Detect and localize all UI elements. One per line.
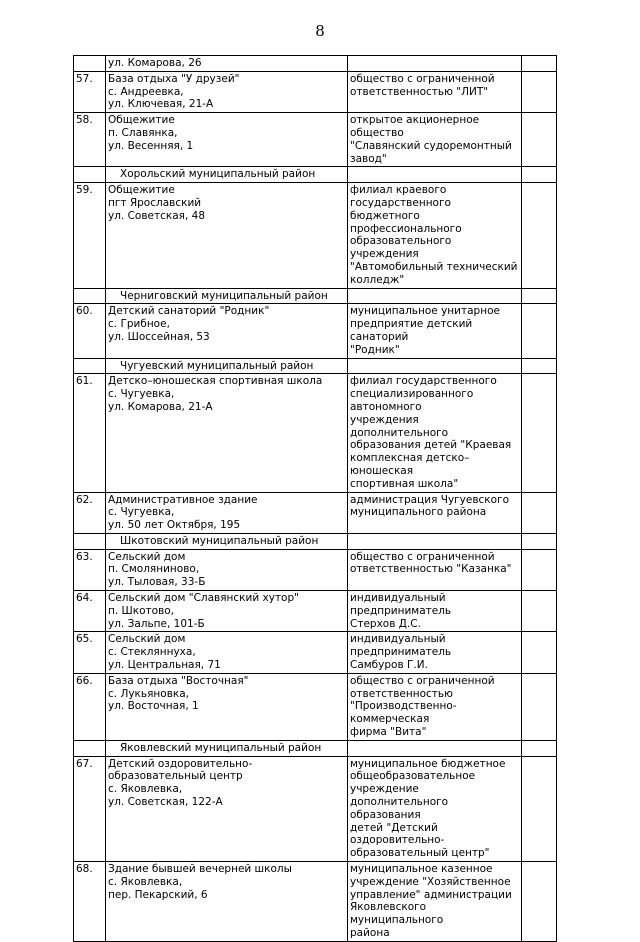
table-row: [74, 374, 557, 492]
organization-name: администрация Чугуевского муниципального района: [348, 492, 522, 533]
extra-cell: [522, 56, 557, 72]
district-org-cell: [348, 167, 522, 183]
table-row: [74, 183, 557, 288]
organization-name: муниципальное бюджетное общеобразовательное учреждение дополнительного образования детей "Детский оздоровительно- образовательный центр": [348, 756, 522, 861]
district-header-row: [74, 167, 557, 183]
organization-name: общество с ограниченной ответственностью "ЛИТ": [348, 71, 522, 112]
organization-name: открытое акционерное общество "Славянский судоремонтный завод": [348, 113, 522, 167]
organization-name: муниципальное казенное учреждение "Хозяйственное управление" администрации Яковлевского муниципального района: [348, 862, 522, 942]
extra-cell: [522, 756, 557, 861]
district-header-row: [74, 740, 557, 756]
object-description: Детско–юношеская спортивная школа с. Чугуевка, ул. Комарова, 21-А: [106, 374, 348, 492]
organization-name: [348, 56, 522, 72]
extra-cell: [522, 862, 557, 942]
district-org-cell: [348, 740, 522, 756]
table-row: [74, 71, 557, 112]
district-header-row: [74, 358, 557, 374]
object-description: База отдыха "У друзей" с. Андреевка, ул. Ключевая, 21-А: [106, 71, 348, 112]
extra-cell: [522, 374, 557, 492]
table-row: [74, 492, 557, 533]
row-number: 68.: [74, 862, 106, 942]
organization-name: филиал государственного специализированного автономного учреждения дополнительного образования детей "Краевая комплексная детско–юношеская спортивная школа": [348, 374, 522, 492]
row-number: 64.: [74, 591, 106, 632]
district-header-row: [74, 533, 557, 549]
extra-cell: [522, 673, 557, 740]
district-extra-cell: [522, 533, 557, 549]
object-description: Общежитие пгт Ярославский ул. Советская, 48: [106, 183, 348, 288]
district-org-cell: [348, 288, 522, 304]
extra-cell: [522, 492, 557, 533]
district-org-cell: [348, 533, 522, 549]
object-description: Детский санаторий "Родник" с. Грибное, ул. Шоссейная, 53: [106, 304, 348, 358]
table-row: [74, 756, 557, 861]
object-description: База отдыха "Восточная" с. Лукьяновка, ул. Восточная, 1: [106, 673, 348, 740]
registry-table-body: [74, 56, 557, 942]
object-description: Здание бывшей вечерней школы с. Яковлевка, пер. Пекарский, 6: [106, 862, 348, 942]
district-number-cell: [74, 533, 106, 549]
table-row: [74, 862, 557, 942]
object-description: Сельский дом "Славянский хутор" п. Шкотово, ул. Зальпе, 101-Б: [106, 591, 348, 632]
row-number: 57.: [74, 71, 106, 112]
organization-name: индивидуальный предприниматель Стерхов Д.С.: [348, 591, 522, 632]
organization-name: муниципальное унитарное предприятие детский санаторий "Родник": [348, 304, 522, 358]
district-name: Шкотовский муниципальный район: [106, 533, 348, 549]
row-number: 59.: [74, 183, 106, 288]
object-description: Сельский дом с. Стекляннуха, ул. Центральная, 71: [106, 632, 348, 673]
district-extra-cell: [522, 288, 557, 304]
table-row: [74, 591, 557, 632]
table-row: [74, 56, 557, 72]
object-description: Административное здание с. Чугуевка, ул. 50 лет Октября, 195: [106, 492, 348, 533]
district-extra-cell: [522, 740, 557, 756]
district-extra-cell: [522, 358, 557, 374]
object-description: Детский оздоровительно- образовательный центр с. Яковлевка, ул. Советская, 122-А: [106, 756, 348, 861]
row-number: 60.: [74, 304, 106, 358]
object-description: Общежитие п. Славянка, ул. Весенняя, 1: [106, 113, 348, 167]
row-number: 61.: [74, 374, 106, 492]
district-org-cell: [348, 358, 522, 374]
district-number-cell: [74, 740, 106, 756]
district-number-cell: [74, 358, 106, 374]
district-number-cell: [74, 167, 106, 183]
row-number: 63.: [74, 549, 106, 590]
district-number-cell: [74, 288, 106, 304]
object-description: ул. Комарова, 26: [106, 56, 348, 72]
row-number: 67.: [74, 756, 106, 861]
row-number: 58.: [74, 113, 106, 167]
extra-cell: [522, 71, 557, 112]
row-number: 65.: [74, 632, 106, 673]
extra-cell: [522, 304, 557, 358]
extra-cell: [522, 591, 557, 632]
district-name: Хорольский муниципальный район: [106, 167, 348, 183]
table-row: [74, 673, 557, 740]
organization-name: филиал краевого государственного бюджетного профессионального образовательного учреждения "Автомобильный технический колледж": [348, 183, 522, 288]
district-extra-cell: [522, 167, 557, 183]
district-name: Яковлевский муниципальный район: [106, 740, 348, 756]
row-number: [74, 56, 106, 72]
organization-name: общество с ограниченной ответственностью "Производственно-коммерческая фирма "Вита": [348, 673, 522, 740]
extra-cell: [522, 549, 557, 590]
extra-cell: [522, 183, 557, 288]
district-name: Чугуевский муниципальный район: [106, 358, 348, 374]
district-name: Черниговский муниципальный район: [106, 288, 348, 304]
page-number: 8: [315, 22, 325, 40]
row-number: 62.: [74, 492, 106, 533]
table-row: [74, 632, 557, 673]
table-row: [74, 549, 557, 590]
table-row: [74, 304, 557, 358]
organization-name: общество с ограниченной ответственностью "Казанка": [348, 549, 522, 590]
organization-name: индивидуальный предприниматель Самбуров Г.И.: [348, 632, 522, 673]
extra-cell: [522, 113, 557, 167]
row-number: 66.: [74, 673, 106, 740]
object-description: Сельский дом п. Смоляниново, ул. Тыловая, 33-Б: [106, 549, 348, 590]
table-row: [74, 113, 557, 167]
extra-cell: [522, 632, 557, 673]
district-header-row: [74, 288, 557, 304]
registry-table: [73, 55, 557, 942]
